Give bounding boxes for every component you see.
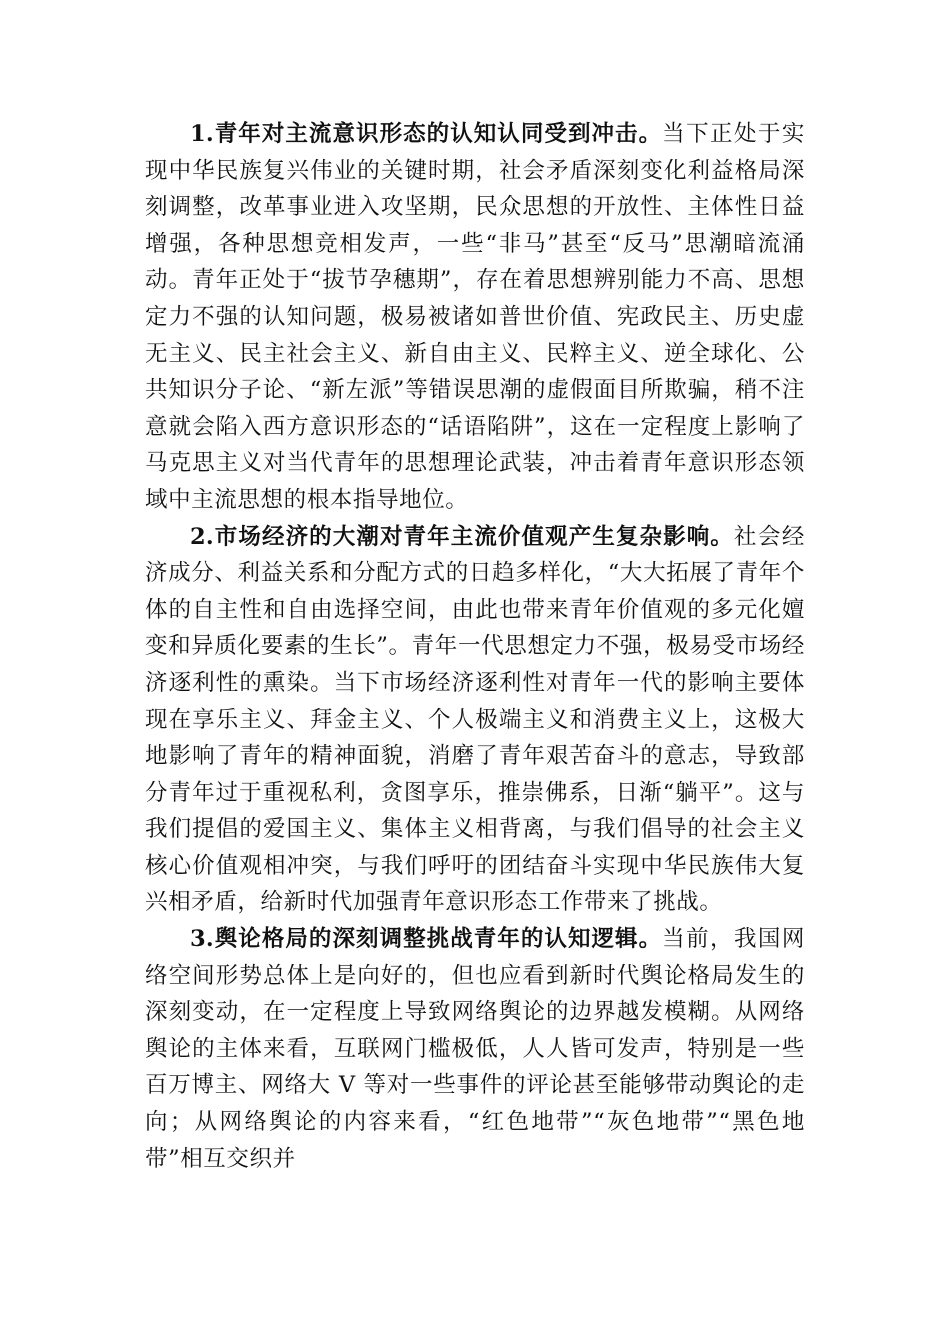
paragraph-2-body: 社会经济成分、利益关系和分配方式的日趋多样化，“大大拓展了青年个体的自主性和自由选择空间，由此也带来青年价值观的多元化嬗变和异质化要素的生长”。青年一代思想定力不强，极易受市场经济逐利性的熏染。当下市场经济逐利性对青年一代的影响主要体现在享乐主义、拜金主义、个人极端主义和消费主义上，这极大地影响了青年的精神面貌，消磨了青年艰苦奋斗的意志，导致部分青年过于重视私利，贪图享乐，推崇佛系，日渐“躺平”。这与我们提倡的爱国主义、集体主义相背离，与我们倡导的社会主义核心价值观相冲突，与我们呼吁的团结奋斗实现中华民族伟大复兴相矛盾，给新时代加强青年意识形态工作带来了挑战。 bbox=[145, 523, 805, 916]
paragraph-3-heading: 3.舆论格局的深刻调整挑战青年的认知逻辑。 bbox=[190, 926, 663, 953]
document-body bbox=[145, 116, 805, 1177]
paragraph-2 bbox=[145, 519, 805, 922]
paragraph-3-body: 当前，我国网络空间形势总体上是向好的，但也应看到新时代舆论格局发生的深刻变动，在一定程度上导致网络舆论的边界越发模糊。从网络舆论的主体来看，互联网门槛极低，人人皆可发声，特别是一些百万博主、网络大 V 等对一些事件的评论甚至能够带动舆论的走向；从网络舆论的内容来看，“红色地带”“灰色地带”“黑色地带”相互交织并 bbox=[145, 926, 805, 1172]
paragraph-1-heading: 1.青年对主流意识形态的认知认同受到冲击。 bbox=[190, 121, 663, 147]
paragraph-1 bbox=[145, 116, 805, 519]
paragraph-3 bbox=[145, 921, 805, 1177]
paragraph-1-body: 当下正处于实现中华民族复兴伟业的关键时期，社会矛盾深刻变化利益格局深刻调整，改革事业进入攻坚期，民众思想的开放性、主体性日益增强，各种思想竞相发声，一些“非马”甚至“反马”思潮暗流涌动。青年正处于“拔节孕穗期”，存在着思想辨别能力不高、思想定力不强的认知问题，极易被诸如普世价值、宪政民主、历史虚无主义、民主社会主义、新自由主义、民粹主义、逆全球化、公共知识分子论、“新左派”等错误思潮的虚假面目所欺骗，稍不注意就会陷入西方意识形态的“话语陷阱”，这在一定程度上影响了马克思主义对当代青年的思想理论武装，冲击着青年意识形态领域中主流思想的根本指导地位。 bbox=[145, 121, 805, 513]
paragraph-2-heading: 2.市场经济的大潮对青年主流价值观产生复杂影响。 bbox=[190, 523, 734, 550]
